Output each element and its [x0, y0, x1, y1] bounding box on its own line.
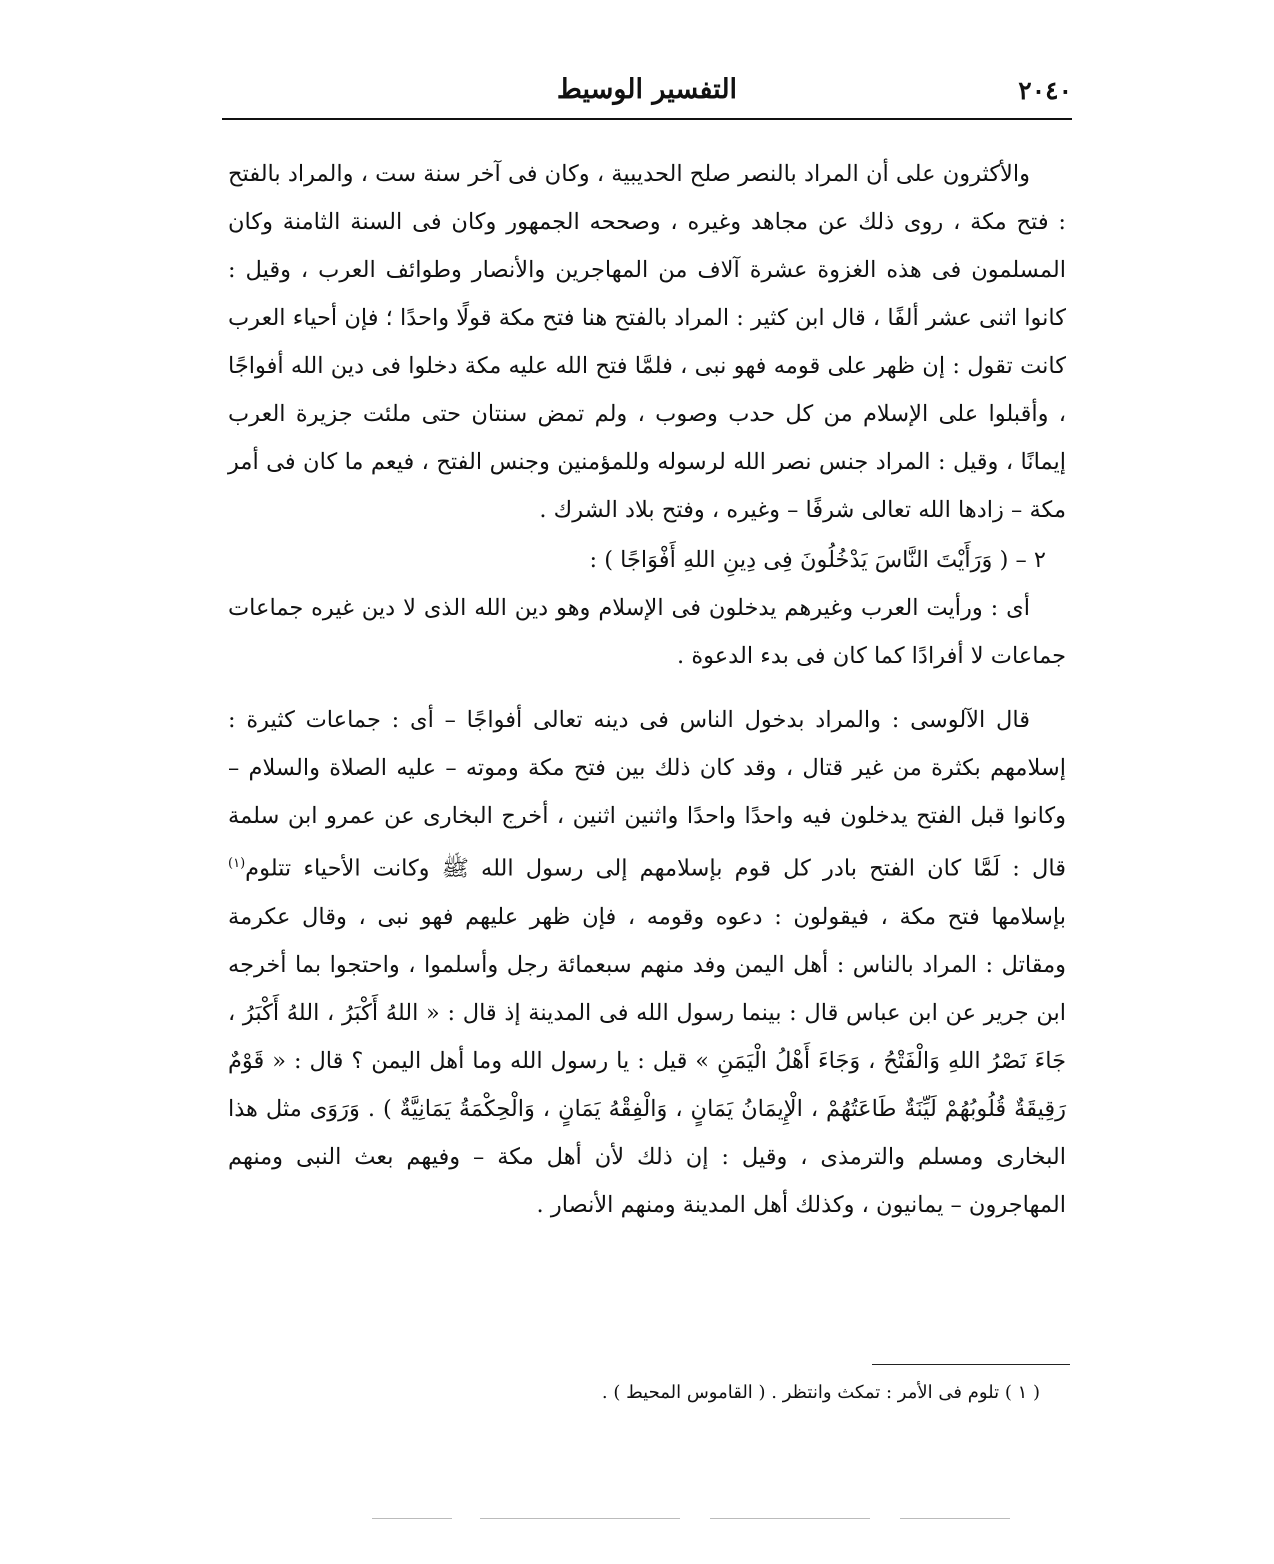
scan-mark — [480, 1518, 680, 1519]
verse-heading — [228, 536, 1066, 584]
header-rule — [222, 118, 1072, 120]
page-header — [222, 72, 1072, 116]
scan-mark — [900, 1518, 1010, 1519]
page-number: ٢٠٤٠ — [1018, 76, 1072, 105]
paragraph-2: أى : ورأيت العرب وغيرهم يدخلون فى الإسلام وهو دين الله الذى لا دين غيره جماعات جماعات لا أفرادًا كما كان فى بدء الدعوة . — [228, 595, 1066, 669]
scan-mark — [372, 1518, 452, 1519]
footnote: ( ١ ) تلوم فى الأمر : تمكث وانتظر . ( القاموس المحيط ) . — [601, 1382, 1040, 1403]
footnote-marker: (١) — [228, 856, 246, 871]
verse-text: وَرَأَيْتَ النَّاسَ يَدْخُلُونَ فِى دِينِ اللهِ أَفْوَاجًا — [620, 547, 993, 573]
paragraph-3 — [228, 696, 1066, 1229]
footnote-rule — [872, 1364, 1070, 1365]
paragraph-1: والأكثرون على أن المراد بالنصر صلح الحديبية ، وكان فى آخر سنة ست ، والمراد بالفتح : فتح مكة ، روى ذلك عن مجاهد وغيره ، وصححه الجمهور وكان فى السنة الثامنة وكان المسلمون فى هذه الغزوة عشرة آلاف من المهاجرين والأنصار وطوائف العرب ، وقيل : كانوا اثنى عشر ألفًا ، قال ابن كثير : المراد بالفتح هنا فتح مكة قولًا واحدًا ؛ فإن أحياء العرب كانت تقول : إن ظهر على قومه فهو نبى ، فلمَّا فتح الله عليه مكة دخلوا فى دين الله أفواجًا ، وأقبلوا على الإسلام من كل حدب وصوب ، ولم تمض سنتان حتى ملئت جزيرة العرب إيمانًا ، وقيل : المراد جنس نصر الله لرسوله وللمؤمنين وجنس الفتح ، فيعم ما كان فى أمر مكة – زادها الله تعالى شرفًا – وغيره ، وفتح بلاد الشرك . — [228, 161, 1066, 523]
verse-heading-prefix: ٢ – ( — [999, 547, 1046, 573]
verse-heading-suffix: ) : — [589, 547, 614, 573]
paragraph-3-part-2: بإسلامها فتح مكة ، فيقولون : دعوه وقومه ، فإن ظهر عليهم فهو نبى ، وقال عكرمة ومقاتل : المراد بالناس : أهل اليمن وفد منهم سبعمائة رجل وأسلموا ، واحتجوا بما أخرجه ابن جرير عن ابن عباس قال : بينما رسول الله فى المدينة إذ قال : « اللهُ أَكْبَرُ ، اللهُ أَكْبَرُ ، جَاءَ نَصْرُ اللهِ وَالْفَتْحُ ، وَجَاءَ أَهْلُ الْيَمَنِ » قيل : يا رسول الله وما أهل اليمن ؟ قال : « قَوْمٌ رَقِيقَةٌ قُلُوبُهُمْ لَيِّنَةٌ طَاعَتُهُمْ ، الْإِيمَانُ يَمَانٍ ، وَالْفِقْهُ يَمَانٍ ، وَالْحِكْمَةُ يَمَانِيَّةٌ ) . وَرَوَى مثل هذا البخارى ومسلم والترمذى ، وقيل : إن ذلك لأن أهل مكة – وفيهم بعث النبى ومنهم المهاجرون – يمانيون ، وكذلك أهل المدينة ومنهم الأنصار . — [228, 903, 1066, 1218]
paragraph-3-part-1: قال الآلوسى : والمراد بدخول الناس فى دينه تعالى أفواجًا – أى : جماعات كثيرة : إسلامهم بكثرة من غير قتال ، وقد كان ذلك بين فتح مكة وموته – عليه الصلاة والسلام – وكانوا قبل الفتح يدخلون فيه واحدًا واحدًا واثنين اثنين ، أخرج البخارى عن عمرو ابن سلمة قال : لَمَّا كان الفتح بادر كل قوم بإسلامهم إلى رسول الله ﷺ وكانت الأحياء تتلوم — [228, 707, 1066, 882]
running-title: التفسير الوسيط — [556, 74, 738, 105]
scan-mark — [710, 1518, 870, 1519]
page-body — [228, 150, 1066, 1229]
